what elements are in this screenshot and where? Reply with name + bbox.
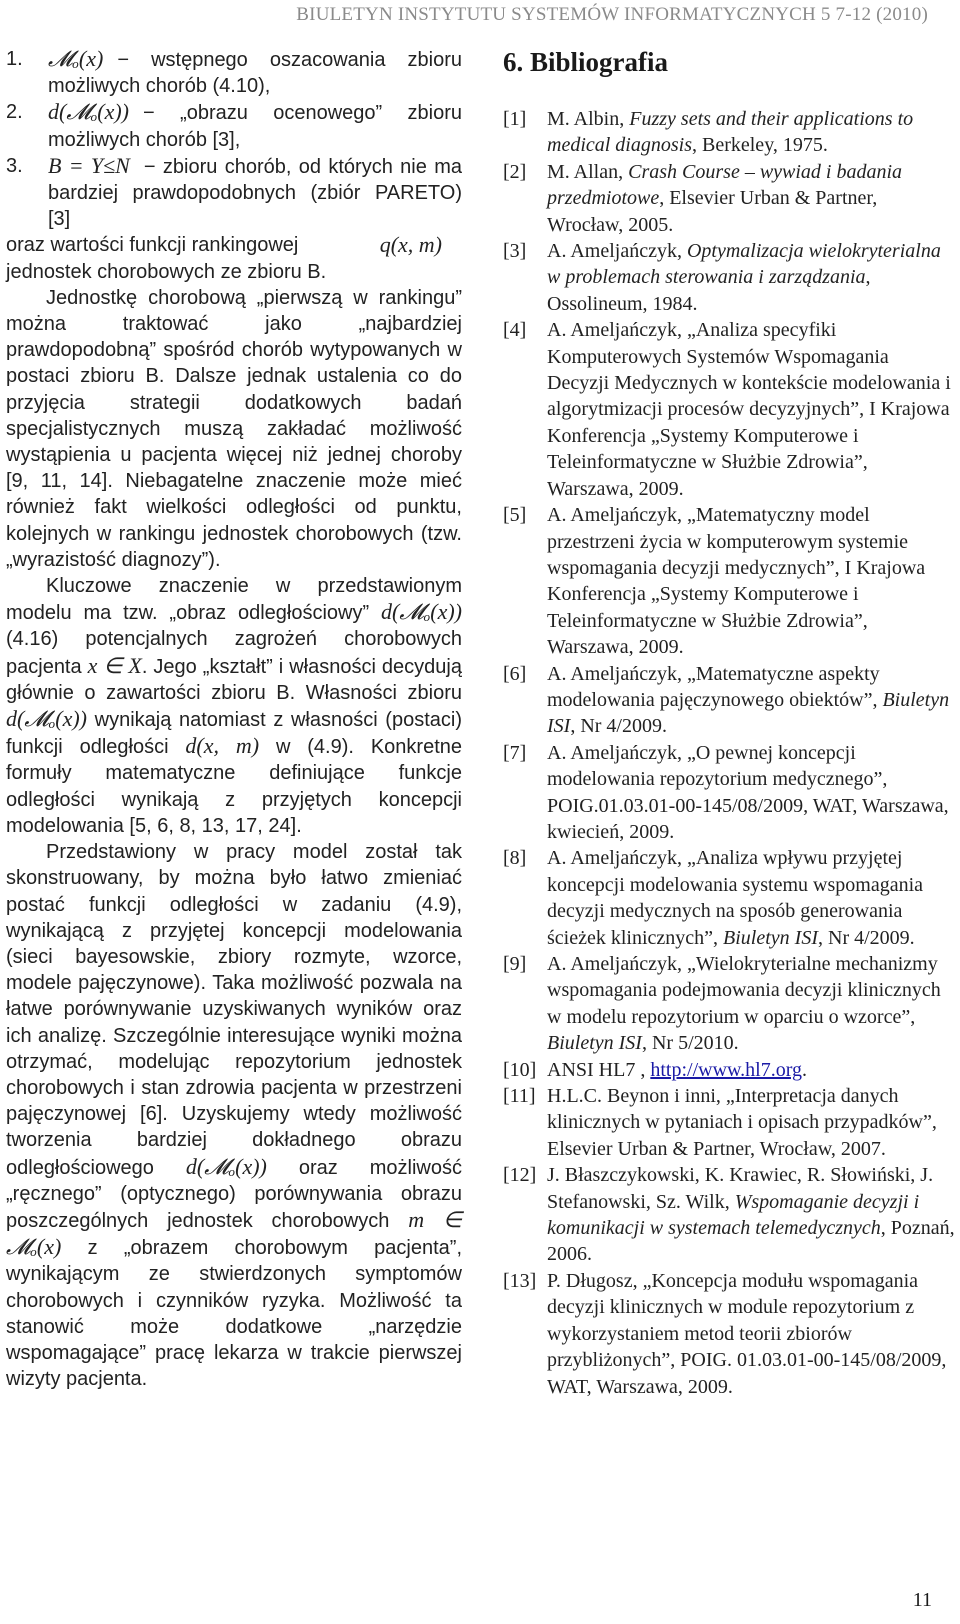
list-item bbox=[6, 46, 462, 99]
p2-text-5: w (4.9). Konkretne formuły matematyczne definiujące funkcje odległości wynikają z przyjętych koncepcji modelowania [5, 6, 8, 13, 17, 24]. bbox=[6, 736, 462, 837]
reference-item bbox=[503, 1057, 955, 1083]
list-item bbox=[6, 153, 462, 233]
reference-part: Biuletyn ISI bbox=[547, 1032, 642, 1055]
reference-text bbox=[547, 1083, 955, 1162]
reference-part: ANSI HL7 , bbox=[547, 1058, 651, 1081]
reference-number: [12] bbox=[503, 1164, 537, 1187]
reference-item bbox=[503, 951, 955, 1057]
reference-number: [1] bbox=[503, 108, 527, 130]
reference-part: A. Ameljańczyk, „Analiza wpływu przyjętej koncepcji modelowania systemu wspomagania decyzji medycznych na sposób generowania ścieżek klinicznych”, bbox=[547, 847, 924, 949]
reference-part: A. Ameljańczyk, „Matematyczny model przestrzeni życia w komputerowym systemie wspomagania decyzji medycznych”, I Krajowa Konferencja „Systemy Komputerowe i Teleinformatyczne w Służbie Zdrowia”, Warszawa, 2009. bbox=[547, 504, 926, 659]
list-number: 1. bbox=[6, 48, 23, 70]
reference-part: , Nr 5/2010. bbox=[641, 1032, 739, 1055]
p3-text-3: z „obrazem chorobowym pacjenta”, wynikającym ze stwierdzonych symptomów chorobowych i czynników ryzyka. Możliwość ta stanowić może dodatkowe „narzędzie wspomagające” pracę lekarza w trakcie pierwszej wizyty pacjenta. bbox=[6, 1237, 462, 1391]
p2-formula-2: x ∈ X bbox=[87, 652, 142, 678]
list-body bbox=[48, 46, 462, 99]
reference-part: A. Ameljańczyk, „Matematyczne aspekty modelowania pajęczynowego obiektów”, bbox=[547, 662, 883, 711]
reference-link[interactable]: http://www.hl7.org bbox=[650, 1058, 803, 1081]
reference-part: , Elsevier Urban & Partner, Wrocław, 2005. bbox=[547, 187, 878, 236]
reference-text bbox=[547, 317, 955, 502]
p3-formula-1: d(𝓜ₒ(x)) bbox=[185, 1153, 267, 1179]
p2-text-3: . Jego „kształt” i własności decydują głównie o zawartości zbioru B. Własności zbioru bbox=[6, 655, 462, 704]
section-title: 6. Bibliografia bbox=[503, 47, 669, 77]
reference-part: P. Długosz, „Koncepcja modułu wspomagania decyzji klinicznych w module repozytorium z wykorzystaniem metod teorii zbiorów przybliżonych”, POIG. 01.03.01-00-145/08/2009, WAT, Warszawa, 2009. bbox=[547, 1269, 947, 1398]
reference-part: , Poznań, 2006. bbox=[547, 1217, 955, 1266]
reference-text bbox=[547, 159, 955, 238]
reference-part: Biuletyn ISI bbox=[723, 926, 818, 949]
p3-formula-2: m ∈ 𝓜ₒ(x) bbox=[6, 1206, 462, 1260]
paragraph-1: Jednostkę chorobową „pierwszą w rankingu” można traktować jako „najbardziej prawdopodobną” spośród chorób wytypowanych w postaci zbioru B. Dalsze jednak ustalenia co do przyjęcia strategii dodatkowych badań specjalistycznych muszą zakładać możliwość wystąpienia u pacjenta więcej niż jednej choroby [9, 11, 14]. Niebagatelne znaczenie może mieć również fakt wielkości odległości od punktu, kolejnych w rankingu jednostek chorobowych (tzw. „wyrazistość diagnozy”). bbox=[6, 286, 462, 571]
reference-part: Optymalizacja wielokryterialna w problemach sterowania i zarządzania bbox=[547, 240, 941, 289]
page-number: 11 bbox=[912, 1589, 932, 1611]
reference-part: A. Ameljańczyk, bbox=[547, 240, 687, 263]
reference-item bbox=[503, 740, 955, 846]
reference-number: [4] bbox=[503, 319, 527, 342]
running-header: BIULETYN INSTYTUTU SYSTEMÓW INFORMATYCZNYCH 5 7-12 (2010) bbox=[296, 4, 928, 25]
enumerated-list bbox=[6, 46, 462, 232]
list-body bbox=[48, 99, 462, 152]
reference-part: A. Ameljańczyk, „O pewnej koncepcji modelowania repozytorium medycznego”, POIG.01.03.01-00-145/08/2009, WAT, Warszawa, kwiecień, 2009. bbox=[547, 741, 949, 843]
p2-formula-4: d(x, m) bbox=[185, 733, 260, 759]
reference-number: [2] bbox=[503, 160, 527, 183]
reference-number: [6] bbox=[503, 662, 527, 685]
reference-item bbox=[503, 159, 955, 238]
reference-number: [9] bbox=[503, 953, 527, 975]
list-text: − zbioru chorób, od których nie ma bardziej prawdopodobnych (zbiór PARETO) [3] bbox=[48, 155, 462, 231]
reference-item bbox=[503, 238, 955, 317]
reference-item bbox=[503, 661, 955, 740]
list-formula: 𝓜ₒ(x) bbox=[48, 46, 104, 71]
list-number: 2. bbox=[6, 101, 23, 124]
list-text: − wstępnego oszacowania zbioru możliwych chorób (4.10), bbox=[48, 49, 462, 98]
reference-part: Fuzzy sets and their applications to medical diagnosis bbox=[547, 108, 914, 157]
reference-number: [8] bbox=[503, 847, 527, 870]
reference-text bbox=[547, 106, 955, 159]
list-body bbox=[48, 153, 462, 233]
reference-item bbox=[503, 1162, 955, 1268]
reference-text bbox=[547, 661, 955, 740]
list-formula: B = Y≤N bbox=[48, 152, 130, 178]
reference-text bbox=[547, 740, 955, 846]
list-item bbox=[6, 99, 462, 152]
left-column bbox=[6, 46, 462, 1392]
right-column bbox=[503, 46, 955, 1400]
p3-text-1: Przedstawiony w pracy model został tak skonstruowany, by można było łatwo zmieniać postać funkcji odległości w zadaniu (4.9), wynikającą z przyjętej koncepcji modelowania (sieci bayesowskie, zbiory rozmyte, wzorce, modele pajęczynowe). Taka możliwość pozwala na łatwe porównywanie uzyskiwanych wyników oraz ich analizę. Szczególnie interesujące wyniki można otrzymać, modelując repozytorium jednostek chorobowych i stan zdrowia pacjenta w przestrzeni pajęczynowej [6]. Uzyskujemy wtedy możliwość tworzenia bardziej dokładnego obrazu odległościowego bbox=[6, 841, 462, 1179]
reference-part: Wspomaganie decyzji i komunikacji w systemach telemedycznych bbox=[547, 1190, 920, 1240]
p2-text-1: Kluczowe znaczenie w przedstawionym modelu ma tzw. „obraz odległościowy” bbox=[6, 575, 462, 625]
reference-part: , Nr 4/2009. bbox=[570, 715, 667, 738]
paragraph-2 bbox=[6, 573, 462, 839]
p2-text-4: wynikają natomiast z własności (postaci) funkcji odległości bbox=[6, 709, 462, 759]
reference-number: [13] bbox=[503, 1269, 537, 1292]
reference-text bbox=[547, 502, 955, 660]
reference-number: [3] bbox=[503, 240, 527, 263]
reference-part: A. Ameljańczyk, „Analiza specyfiki Komputerowych Systemów Wspomagania Decyzji Medycznych w kontekście modelowania i algorytmizacji procesów decyzyjnych”, I Krajowa Konferencja „Systemy Komputerowe i Teleinformatyczne w Służbie Zdrowia”, Warszawa, 2009. bbox=[547, 319, 951, 500]
p2-text-2: (4.16) potencjalnych zagrożeń chorobowych pacjenta bbox=[6, 628, 462, 678]
paragraph-3 bbox=[6, 839, 462, 1392]
reference-item bbox=[503, 317, 955, 502]
reference-part: M. Albin, bbox=[547, 108, 630, 130]
reference-part: A. Ameljańczyk, „Wielokryterialne mechanizmy wspomagania podejmowania decyzji klinicznych w modelu repozytorium w oparciu o wzorce”, bbox=[547, 953, 941, 1028]
reference-part: , Berkeley, 1975. bbox=[692, 134, 828, 157]
reference-part: , Nr 4/2009. bbox=[818, 926, 915, 949]
reference-number: [7] bbox=[503, 741, 527, 764]
reference-part: Biuletyn ISI bbox=[547, 688, 950, 738]
reference-part: . bbox=[802, 1058, 808, 1081]
reference-text bbox=[547, 951, 955, 1057]
reference-part: M. Allan, bbox=[547, 160, 629, 183]
list-formula: d(𝓜ₒ(x)) bbox=[48, 99, 129, 125]
reference-text bbox=[547, 1162, 955, 1268]
reference-item bbox=[503, 106, 955, 159]
reference-item bbox=[503, 845, 955, 951]
ranking-formula: q(x, m) bbox=[379, 232, 442, 258]
reference-text bbox=[547, 1057, 955, 1083]
p2-formula-1: d(𝓜ₒ(x)) bbox=[381, 599, 463, 625]
reference-part: Crash Course – wywiad i badania przedmiotowe bbox=[547, 160, 903, 210]
reference-text bbox=[547, 238, 955, 317]
reference-part: , Ossolineum, 1984. bbox=[547, 266, 871, 315]
p3-text-2: oraz możliwość „ręcznego” (optycznego) porównywania obrazu poszczególnych jednostek chorobowych bbox=[6, 1156, 462, 1232]
list-number: 3. bbox=[6, 154, 23, 177]
reference-part: J. Błaszczykowski, K. Krawiec, R. Słowiński, J. Stefanowski, Sz. Wilk, bbox=[547, 1164, 934, 1213]
reference-part: H.L.C. Beynon i inni, „Interpretacja danych klinicznych w pytaniach i opisach przypadków”, Elsevier Urban & Partner, Wrocław, 2007. bbox=[547, 1085, 937, 1160]
reference-number: [10] bbox=[503, 1058, 537, 1081]
reference-text bbox=[547, 1268, 955, 1400]
ranking-text: oraz wartości funkcji rankingowej bbox=[6, 234, 299, 257]
ranking-line-2: jednostek chorobowych ze zbioru B. bbox=[6, 260, 327, 283]
reference-item bbox=[503, 1083, 955, 1162]
reference-number: [5] bbox=[503, 504, 527, 527]
list-text: − „obrazu ocenowego” zbioru możliwych chorób [3], bbox=[48, 102, 462, 151]
reference-item bbox=[503, 502, 955, 660]
p2-formula-3: d(𝓜ₒ(x)) bbox=[6, 706, 87, 732]
ranking-line bbox=[6, 232, 462, 258]
reference-item bbox=[503, 1268, 955, 1400]
bibliography-list bbox=[503, 106, 955, 1400]
reference-text bbox=[547, 845, 955, 951]
reference-number: [11] bbox=[503, 1085, 536, 1108]
